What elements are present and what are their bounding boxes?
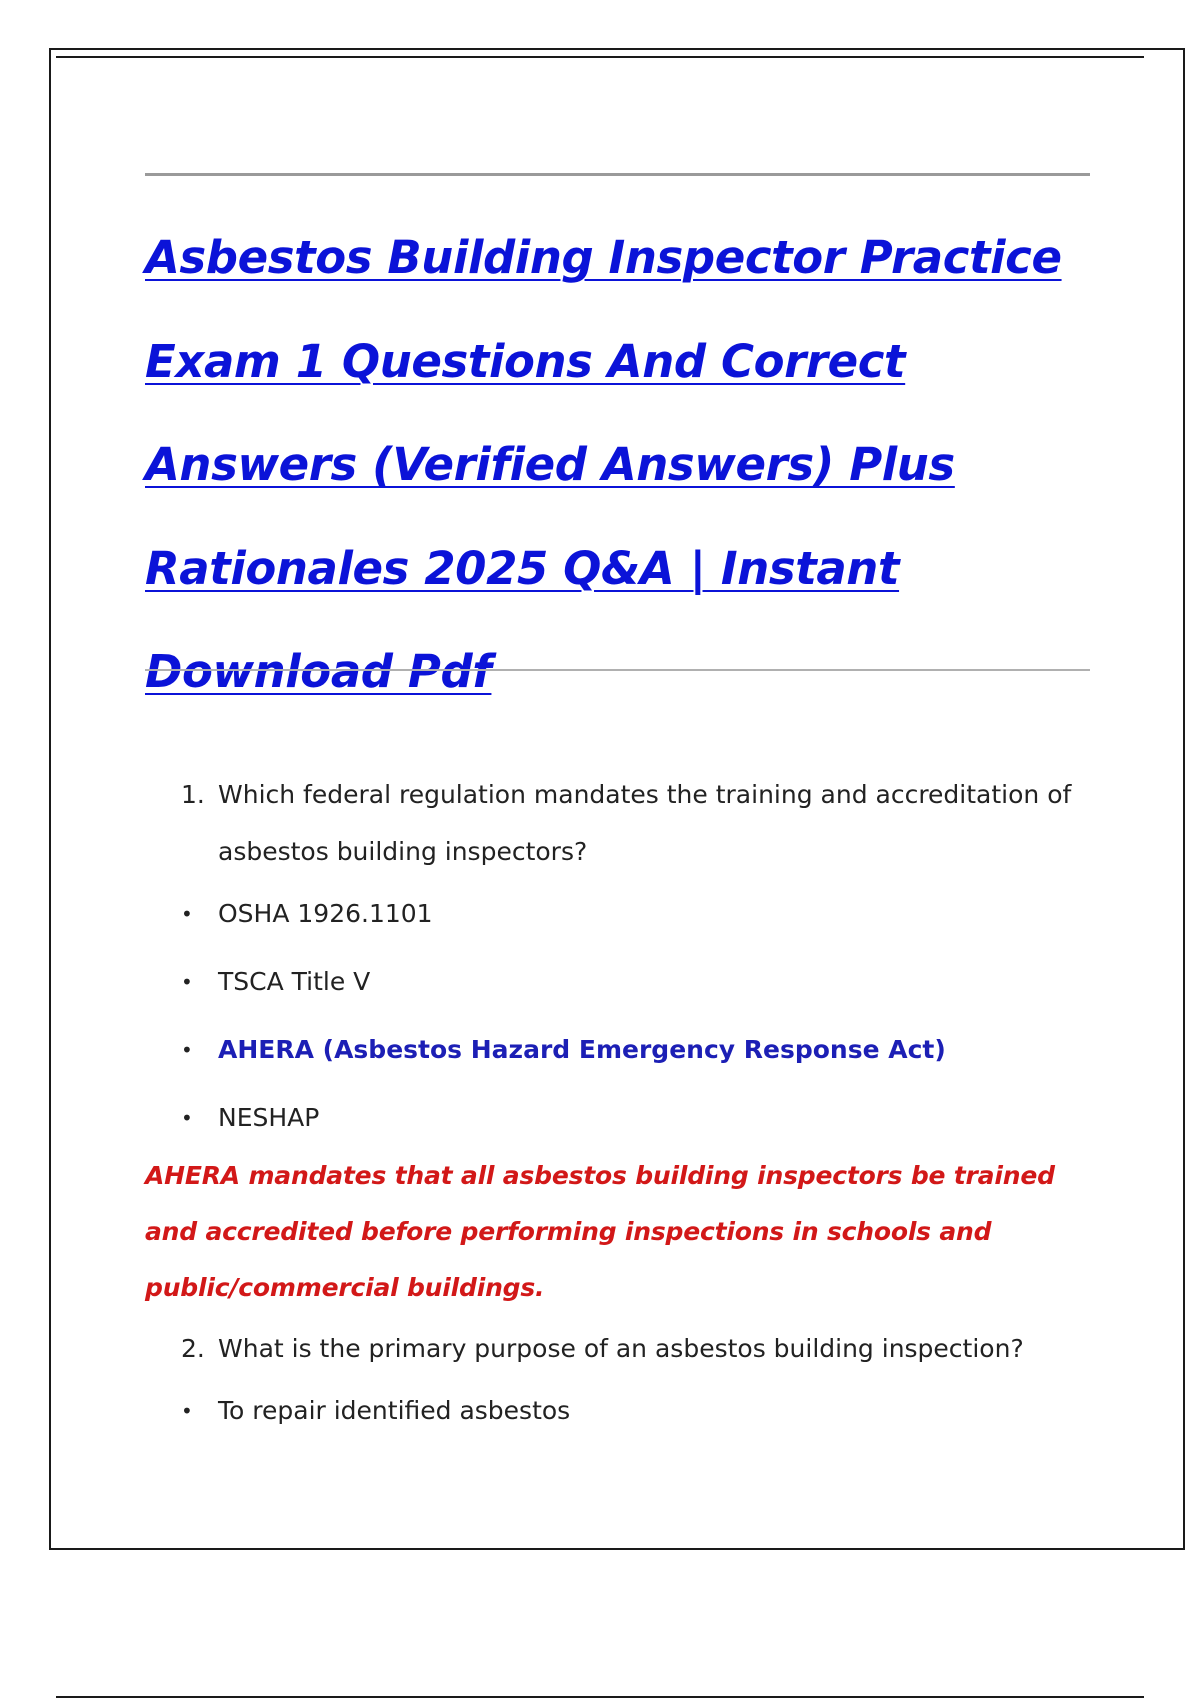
option-text: To repair identified asbestos [218, 1396, 571, 1425]
question-number: 1. [181, 780, 205, 809]
bullet-icon: • [181, 902, 193, 926]
top-divider [56, 56, 1144, 58]
title-divider-bottom [145, 669, 1090, 671]
answer-option [145, 1084, 1095, 1152]
bullet-icon: • [181, 1399, 193, 1423]
answer-option [145, 1377, 1095, 1445]
answer-option [145, 948, 1095, 1016]
title-divider-top [145, 173, 1090, 176]
question-number: 2. [181, 1334, 205, 1363]
option-text: TSCA Title V [218, 967, 371, 996]
bullet-icon: • [181, 1038, 193, 1062]
correct-answer-option [145, 1016, 1095, 1084]
question-list [145, 766, 1095, 1445]
question-text: What is the primary purpose of an asbestos building inspection? [218, 1334, 1024, 1363]
question-1 [145, 766, 1095, 880]
bullet-icon: • [181, 970, 193, 994]
answer-option [145, 880, 1095, 948]
rationale-text: AHERA mandates that all asbestos building inspectors be trained and accredited before performing inspections in schools and public/commercial buildings. [145, 1161, 1055, 1302]
option-text: AHERA (Asbestos Hazard Emergency Response Act) [218, 1035, 946, 1064]
option-text: NESHAP [218, 1103, 320, 1132]
question-text: Which federal regulation mandates the training and accreditation of asbestos building inspectors? [218, 780, 1072, 866]
bullet-icon: • [181, 1106, 193, 1130]
document-title-link[interactable]: Asbestos Building Inspector Practice Exam 1 Questions And Correct Answers (Verified Answers) Plus Rationales 2025 Q&A | Instant Download Pdf [145, 231, 1062, 698]
question-2 [145, 1320, 1095, 1377]
option-text: OSHA 1926.1101 [218, 899, 433, 928]
bottom-divider [56, 1696, 1144, 1698]
